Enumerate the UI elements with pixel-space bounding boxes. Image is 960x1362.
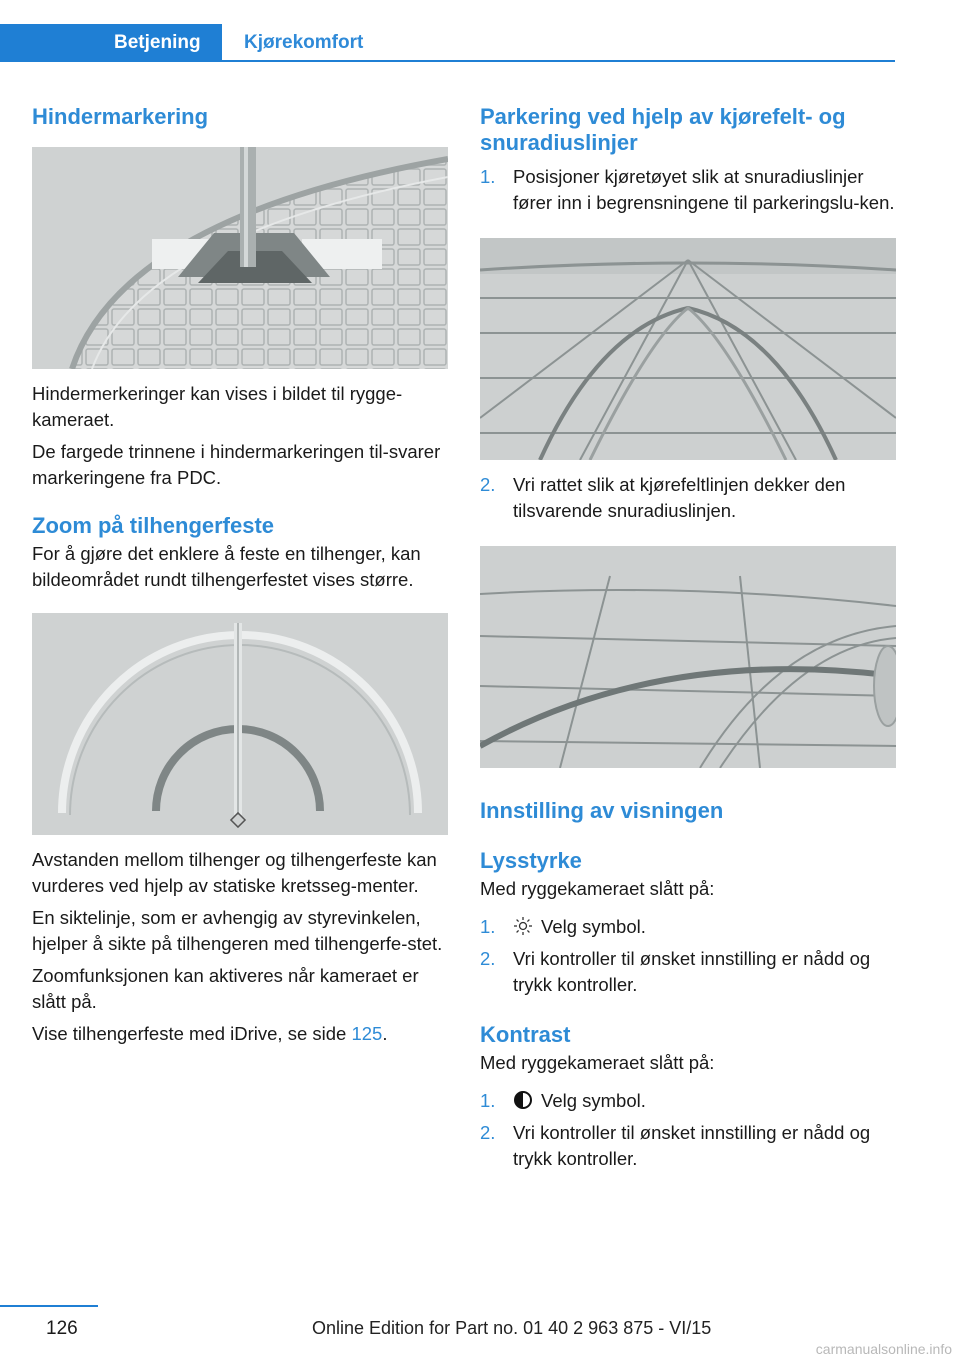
subsection-title-kontrast: Kontrast <box>480 1022 571 1047</box>
paragraph: For å gjøre det enklere å feste en tilhenger, kan bildeområdet rundt tilhengerfestet vises større. <box>32 543 421 590</box>
tab-kjorekomfort[interactable]: Kjørekomfort <box>244 32 364 53</box>
section-title-parkering: Parkering ved hjelp av kjørefelt- og snuradiuslinjer <box>480 104 846 155</box>
step-text: Vri kontroller til ønsket innstilling er nådd og trykk kontroller. <box>513 1122 871 1169</box>
paragraph <box>32 1021 448 1047</box>
list-item <box>480 914 896 940</box>
steps-list <box>480 914 896 998</box>
section-title-innstilling: Innstilling av visningen <box>480 798 724 823</box>
contrast-icon <box>513 1090 533 1110</box>
paragraph: Avstanden mellom tilhenger og tilhengerfeste kan vurderes ved hjelp av statiske kretsseg-menter. <box>32 849 437 896</box>
obstacle-marking-figure <box>32 147 448 369</box>
section-title-hindermarkering: Hindermarkering <box>32 104 209 129</box>
watermark: carmanualsonline.info <box>815 1341 952 1357</box>
right-column <box>480 100 896 1172</box>
paragraph-text: . <box>382 1023 388 1044</box>
step-number: 2. <box>480 474 496 495</box>
step-number: 2. <box>480 1122 496 1143</box>
paragraph: De fargede trinnene i hindermarkeringen til-svarer markeringene fra PDC. <box>32 441 441 488</box>
steps-list <box>480 164 896 216</box>
footer-rule <box>0 1305 98 1307</box>
list-item <box>480 946 896 998</box>
trailer-hitch-figure <box>32 613 448 835</box>
step-text: Vri rattet slik at kjørefeltlinjen dekker den tilsvarende snuradiuslinjen. <box>513 474 846 521</box>
steps-list <box>480 1088 896 1172</box>
step-text: Velg symbol. <box>541 916 646 937</box>
paragraph: Med ryggekameraet slått på: <box>480 878 715 899</box>
paragraph-text: Vise tilhengerfeste med iDrive, se side <box>32 1023 352 1044</box>
edition-text: Online Edition for Part no. 01 40 2 963 875 - VI/15 <box>312 1318 712 1338</box>
page-header <box>0 0 960 62</box>
paragraph: Med ryggekameraet slått på: <box>480 1052 715 1073</box>
page-number: 126 <box>46 1318 78 1339</box>
list-item <box>480 1120 896 1172</box>
left-column <box>32 100 448 1047</box>
step-text: Velg symbol. <box>541 1090 646 1111</box>
step-number: 1. <box>480 916 496 937</box>
subsection-title-lysstyrke: Lysstyrke <box>480 848 582 873</box>
page-link-125[interactable]: 125 <box>351 1023 383 1044</box>
step-number: 1. <box>480 166 496 187</box>
paragraph: Zoomfunksjonen kan aktiveres når kameraet er slått på. <box>32 965 419 1012</box>
header-rule <box>0 60 895 62</box>
brightness-icon <box>513 916 533 936</box>
tab-betjening[interactable]: Betjening <box>0 24 222 62</box>
list-item <box>480 1088 896 1114</box>
turning-radius-figure <box>480 546 896 768</box>
list-item <box>480 472 896 524</box>
paragraph: Hindermerkeringer kan vises i bildet til rygge-kameraet. <box>32 383 403 430</box>
step-text: Vri kontroller til ønsket innstilling er nådd og trykk kontroller. <box>513 948 871 995</box>
step-number: 2. <box>480 948 496 969</box>
step-text: Posisjoner kjøretøyet slik at snuradiuslinjer fører inn i begrensningene til parkeringslu-ken. <box>513 166 895 213</box>
steps-list <box>480 472 896 524</box>
section-title-zoom: Zoom på tilhengerfeste <box>32 513 275 538</box>
list-item <box>480 164 896 216</box>
paragraph: En siktelinje, som er avhengig av styrevinkelen, hjelper å sikte på tilhengeren med tilhengerfe-stet. <box>32 907 443 954</box>
step-number: 1. <box>480 1090 496 1111</box>
lane-lines-figure <box>480 238 896 460</box>
